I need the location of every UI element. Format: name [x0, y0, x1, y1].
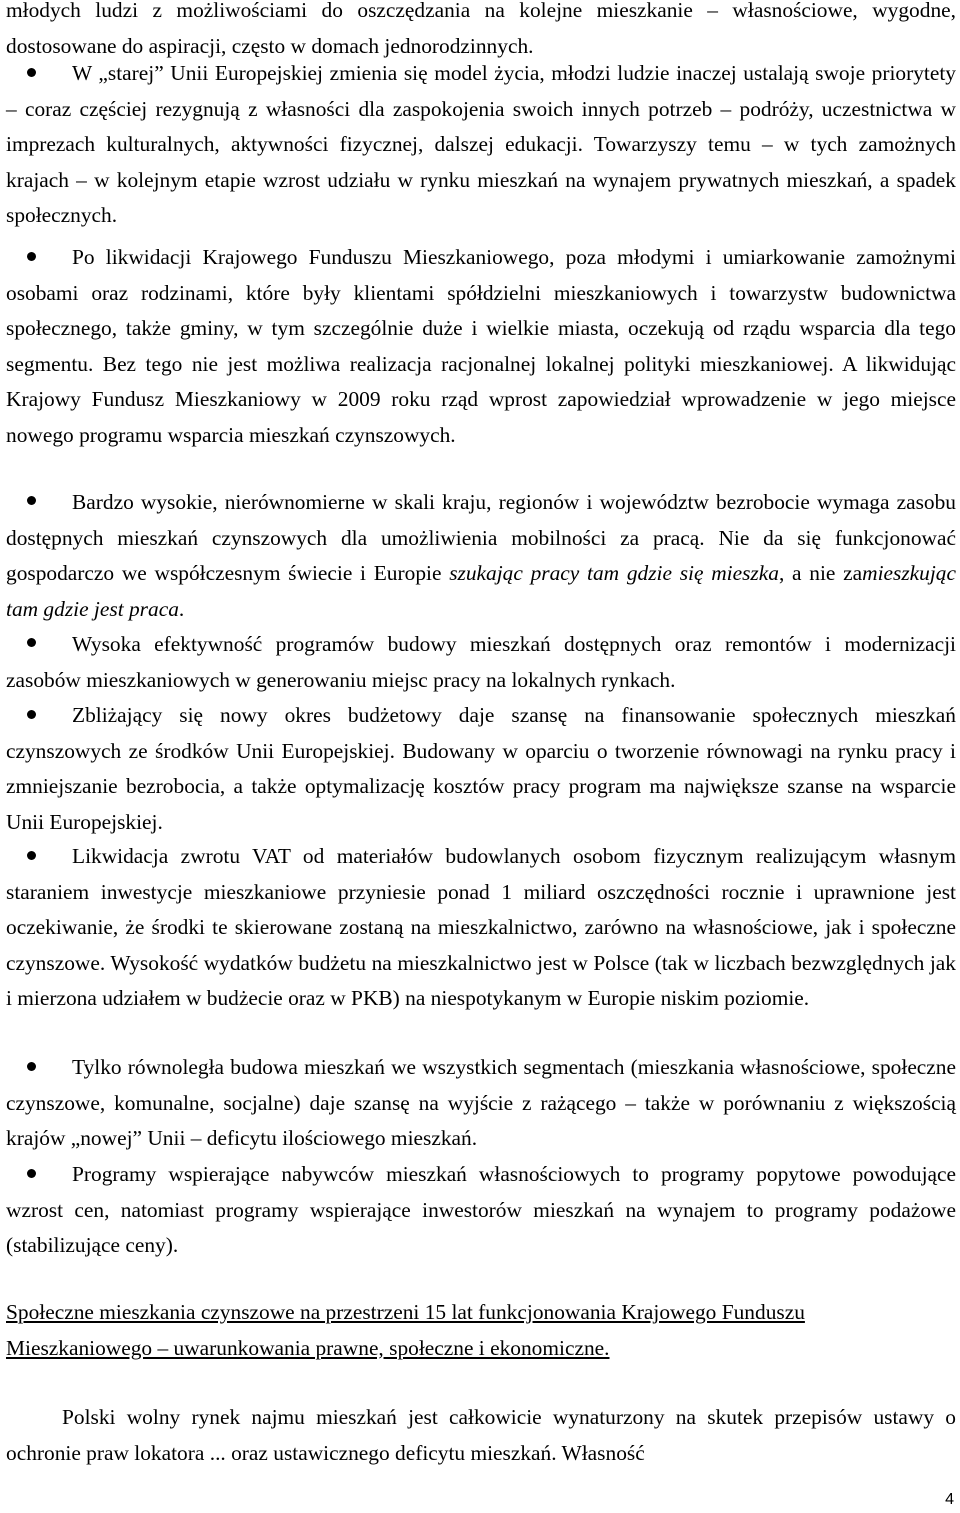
bullet-3-italic-phrase: szukając pracy tam gdzie się mieszka: [449, 561, 779, 585]
bullet-item-3: [6, 485, 956, 627]
section-heading: Społeczne mieszkania czynszowe na przestrzeni 15 lat funkcjonowania Krajowego Funduszu Mieszkaniowego – uwarunkowania prawne, społeczne i ekonomiczne.: [6, 1300, 805, 1360]
bullet-3-text: Bardzo wysokie, nierównomierne w skali kraju, regionów i województw bezrobocie wymaga zasobu dostępnych mieszkań czynszowych dla umożliwienia mobilności za pracą. Nie da się funkcjonować gospodarczo we współczesnym świecie i Europie: [6, 490, 956, 585]
intro-continuation: młodych ludzi z możliwościami do oszczędzania na kolejne mieszkanie – własnościowe, wygodne, dostosowane do aspiracji, często w domach jednorodzinnych.: [6, 0, 956, 58]
bullet-item-6: Likwidacja zwrotu VAT od materiałów budowlanych osobom fizycznym realizującym własnym staraniem inwestycje mieszkaniowe przyniesie ponad 1 miliard oszczędności rocznie i uprawnione jest oczekiwanie, że środki te skierowane zostaną na mieszkalnictwo, zarówno na własnościowe, jak i społeczne czynszowe. Wysokość wydatków budżetu na mieszkalnictwo jest w Polsce (tak w liczbach bezwzględnych jak i mierzona udziałem w budżecie oraz w PKB) na niespotykanym w Europie niskim poziomie.: [6, 844, 956, 1010]
bullet-3-text: , a nie za: [778, 561, 863, 585]
bullet-item-4: Wysoka efektywność programów budowy mieszkań dostępnych oraz remontów i modernizacji zasobów mieszkaniowych w generowaniu miejsc pracy na lokalnych rynkach.: [6, 632, 956, 692]
bullet-item-7: Tylko równoległa budowa mieszkań we wszystkich segmentach (mieszkania własnościowe, społeczne czynszowe, komunalne, socjalne) daje szansę na wyjście z rażącego – także w porównaniu z większością krajów „nowej” Unii – deficytu ilościowego mieszkań.: [6, 1055, 956, 1150]
bullet-item-5: Zbliżający się nowy okres budżetowy daje szansę na finansowanie społecznych mieszkań czynszowych ze środków Unii Europejskiej. Budowany w oparciu o tworzenie równowagi na rynku pracy i zmniejszanie bezrobocia, a także optymalizację kosztów pracy program ma największe szanse na wsparcie Unii Europejskiej.: [6, 703, 956, 834]
body-paragraph: Polski wolny rynek najmu mieszkań jest całkowicie wynaturzony na skutek przepisów ustawy o ochronie praw lokatora ... oraz ustawicznego deficytu mieszkań. Własność: [6, 1405, 956, 1465]
bullet-3-text: .: [178, 596, 185, 621]
bullet-3-italic-phrase: mieszkując tam gdzie jest praca: [6, 561, 956, 621]
page-number: 4: [945, 1491, 954, 1508]
bullet-item-1: W „starej” Unii Europejskiej zmienia się model życia, młodzi ludzie inaczej ustalają swoje priorytety – coraz częściej rezygnują z własności dla zaspokojenia swoich innych potrzeb – podróży, uczestnictwa w imprezach kulturalnych, aktywności fizycznej, dalszej edukacji. Towarzyszy temu – w tych zamożnych krajach – w kolejnym etapie wzrost udziału w rynku mieszkań na wynajem prywatnych mieszkań, a spadek społecznych.: [6, 61, 956, 227]
bullet-item-8: Programy wspierające nabywców mieszkań własnościowych to programy popytowe powodujące wzrost cen, natomiast programy wspierające inwestorów mieszkań na wynajem to programy podażowe (stabilizujące ceny).: [6, 1162, 956, 1257]
bullet-item-2: Po likwidacji Krajowego Funduszu Mieszkaniowego, poza młodymi i umiarkowanie zamożnymi osobami oraz rodzinami, które były klientami spółdzielni mieszkaniowych i towarzystw budownictwa społecznego, także gminy, w tym szczególnie duże i wielkie miasta, oczekują od rządu wsparcia dla tego segmentu. Bez tego nie jest możliwa realizacja racjonalnej lokalnej polityki mieszkaniowej. A likwidując Krajowy Fundusz Mieszkaniowy w 2009 roku rząd wprost zapowiedział wprowadzenie w jego miejsce nowego programu wsparcia mieszkań czynszowych.: [6, 245, 956, 447]
